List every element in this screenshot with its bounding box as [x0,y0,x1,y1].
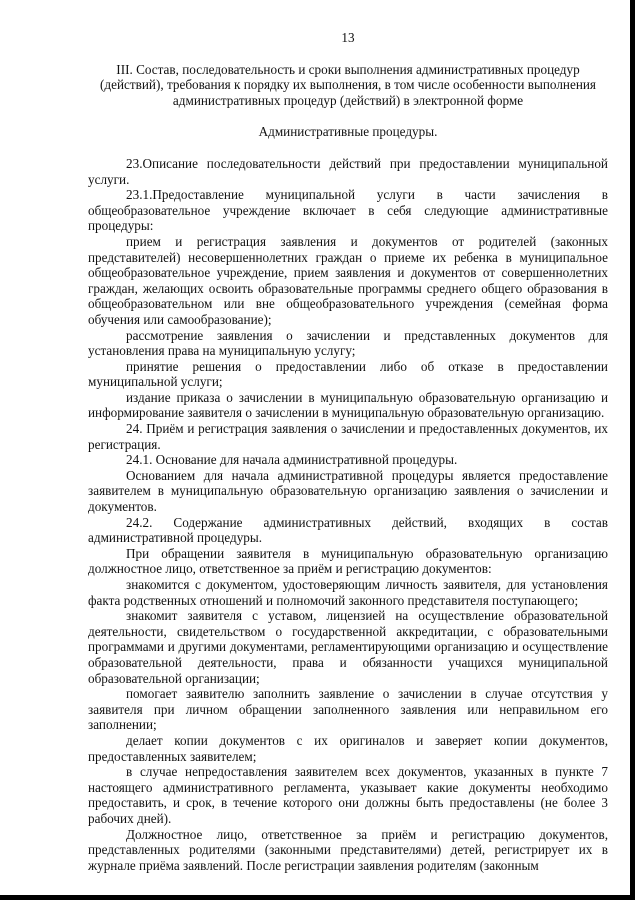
paragraph-23-1: 23.1.Предоставление муниципальной услуги в части зачисления в общеобразовательное учреждение включает в себя следующие административные процедуры: [88,187,608,234]
paragraph-24-2: 24.2. Содержание административных действий, входящих в состав административной процедуры. [88,514,608,546]
page-content [88,30,608,873]
paragraph-23: 23.Описание последовательности действий при предоставлении муниципальной услуги. [88,155,608,187]
paragraph-procedure-decision: принятие решения о предоставлении либо об отказе в предоставлении муниципальной услуги; [88,358,608,390]
paragraph-action-help: помогает заявителю заполнить заявление о зачислении в случае отсутствия у заявителя при личном обращении заполненного заявления или неправильном его заполнении; [88,686,608,733]
page-number: 13 [341,30,355,45]
paragraph-action-missing-docs: в случае непредоставления заявителем всех документов, указанных в пункте 7 настоящего административного регламента, указывает какие документы необходимо предоставить, и срок, в течение которого они должны быть предоставлены (не более 3 рабочих дней). [88,764,608,826]
paragraph-official-registration: Должностное лицо, ответственное за приём и регистрацию документов, представленных родителями (законными представителями) детей, регистрирует их в журнале приёма заявлений. После регистрации заявления родителям (законным [88,826,608,873]
paragraph-24-2-intro: При обращении заявителя в муниципальную образовательную организацию должностное лицо, ответственное за приём и регистрацию документов: [88,545,608,577]
paragraph-24: 24. Приём и регистрация заявления о зачислении и предоставленных документов, их регистрация. [88,421,608,452]
paragraph-24-1: 24.1. Основание для начала административной процедуры. [126,452,458,468]
paragraph-procedure-reception: прием и регистрация заявления и документов от родителей (законных представителей) несовершеннолетних граждан о приеме их ребенка в муниципальное общеобразовательное учреждение, прием заявления и документов от совершеннолетних граждан, желающих освоить образовательные программы среднего общего образования в общеобразовательном или вне общеобразовательного учреждения (семейная форма обучения или самообразование); [88,233,608,327]
paragraph-procedure-order: издание приказа о зачислении в муниципальную образовательную организацию и информирование заявителя о зачислении в муниципальную образовательную организацию. [88,389,608,421]
paragraph-24-1-basis: Основанием для начала административной процедуры является предоставление заявителем в муниципальную образовательную организацию заявления о зачислении и документов. [88,467,608,515]
paragraph-procedure-review: рассмотрение заявления о зачислении и представленных документов для установления права на муниципальную услугу; [88,327,608,359]
paragraph-action-identity: знакомится с документом, удостоверяющим личность заявителя, для установления факта родственных отношений и полномочий законного представителя поступающего; [88,577,608,608]
section-title: III. Состав, последовательность и сроки выполнения административных процедур (действий), требования к порядку их выполнения, в том числе особенности выполнения административных процедур (действий) в электронной форме [100,61,596,108]
paragraph-action-copies: делает копии документов с их оригиналов и заверяет копии документов, предоставленных заявителем; [88,732,608,764]
subsection-title: Административные процедуры. [258,124,438,140]
paragraph-action-acquaint: знакомит заявителя с уставом, лицензией на осуществление образовательной деятельности, свидетельством о государственной аккредитации, с образовательными программами и другими документами, регламентирующими организацию и осуществление образовательной деятельности, права и обязанности учащихся муниципальной образовательной организации; [88,608,608,686]
